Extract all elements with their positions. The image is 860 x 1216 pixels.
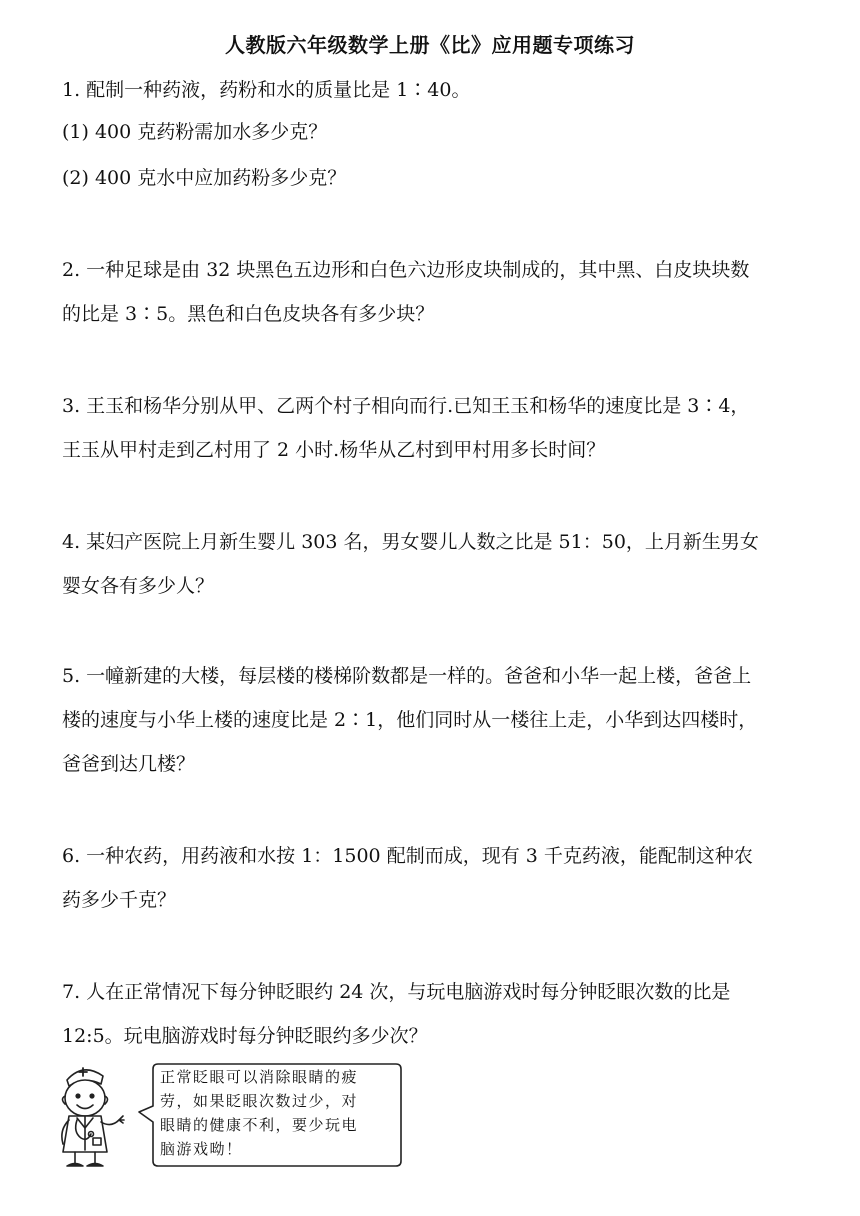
question-1-line-2: (1) 400 克药粉需加水多少克？: [62, 121, 328, 143]
question-1-line-3: (2) 400 克水中应加药粉多少克？: [62, 167, 347, 189]
question-5-line-1: 5. 一幢新建的大楼，每层楼的楼梯阶数都是一样的。爸爸和小华一起上楼，爸爸上: [62, 665, 752, 687]
question-1-line-1: 1. 配制一种药液，药粉和水的质量比是 1∶40。: [62, 79, 471, 101]
question-3-line-2: 王玉从甲村走到乙村用了 2 小时.杨华从乙村到甲村用多长时间？: [62, 439, 606, 461]
question-6-line-1: 6. 一种农药，用药液和水按 1：1500 配制而成，现有 3 千克药液，能配制这种农: [62, 845, 753, 867]
tip-line-1: 正常眨眼可以消除眼睛的疲: [160, 1068, 359, 1086]
doctor-icon: [62, 1068, 124, 1166]
question-7-line-2: 12:5。玩电脑游戏时每分钟眨眼约多少次？: [62, 1025, 428, 1047]
question-6-line-2: 药多少千克？: [62, 889, 177, 911]
question-5-line-2: 楼的速度与小华上楼的速度比是 2∶1，他们同时从一楼往上走，小华到达四楼时，: [62, 709, 758, 731]
tip-line-4: 脑游戏呦！: [160, 1140, 243, 1158]
question-7-line-1: 7. 人在正常情况下每分钟眨眼约 24 次，与玩电脑游戏时每分钟眨眼次数的比是: [62, 981, 731, 1003]
question-5-line-3: 爸爸到达几楼？: [62, 753, 196, 775]
tip-bubble-text: [160, 1065, 400, 1161]
question-4-line-2: 婴女各有多少人？: [62, 575, 215, 597]
tip-line-3: 眼睛的健康不利，要少玩电: [160, 1116, 359, 1134]
page-title: 人教版六年级数学上册《比》应用题专项练习: [225, 33, 635, 57]
question-4-line-1: 4. 某妇产医院上月新生婴儿 303 名，男女婴儿人数之比是 51：50，上月新生男女: [62, 531, 759, 553]
question-2-line-2: 的比是 3∶5。黑色和白色皮块各有多少块？: [62, 303, 435, 325]
tip-line-2: 劳，如果眨眼次数过少，对: [160, 1092, 359, 1110]
question-3-line-1: 3. 王玉和杨华分别从甲、乙两个村子相向而行.已知王玉和杨华的速度比是 3∶4，: [62, 395, 750, 417]
question-2-line-1: 2. 一种足球是由 32 块黑色五边形和白色六边形皮块制成的，其中黑、白皮块块数: [62, 259, 750, 281]
